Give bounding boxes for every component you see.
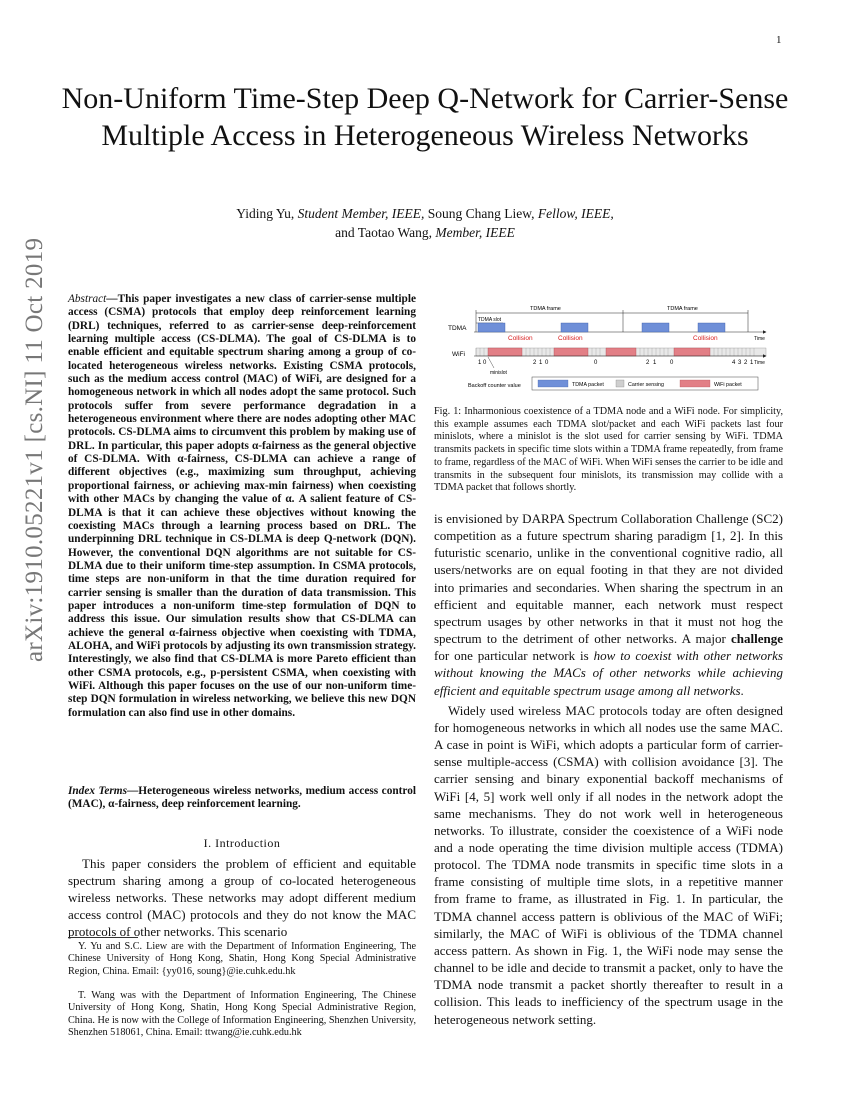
- backoff-value: 3: [738, 360, 742, 366]
- section-heading: I. Introduction: [203, 836, 281, 850]
- backoff-value: 1: [539, 360, 543, 366]
- body-text-right: [434, 510, 783, 1028]
- footnote-rule: [68, 937, 138, 938]
- abstract-label: Abstract: [68, 293, 107, 305]
- backoff-value: 0: [483, 360, 487, 366]
- wifi-packet: [554, 348, 588, 356]
- tdma-packet: [698, 323, 725, 332]
- wifi-timeline: [476, 348, 766, 356]
- index-terms: [68, 785, 416, 812]
- wifi-row-label: WiFi: [452, 351, 465, 358]
- legend-wifi-swatch: [680, 380, 710, 387]
- author-list: [100, 204, 750, 242]
- legend-carrier-swatch: [616, 380, 624, 387]
- abstract: [68, 293, 416, 720]
- collision-label: Collision: [693, 335, 718, 342]
- arxiv-stamp-text: arXiv:1910.05221v1 [cs.NI] 11 Oct 2019: [21, 237, 48, 662]
- backoff-legend-label: Backoff counter value: [468, 383, 521, 389]
- tdma-packet: [561, 323, 588, 332]
- paper-title: Non-Uniform Time-Step Deep Q-Network for Carrier-Sense Multiple Access in Heterogeneous Wireless Networks: [61, 82, 789, 152]
- backoff-values: [478, 360, 754, 366]
- collision-label: Collision: [558, 335, 583, 342]
- minislot-label: minislot: [490, 370, 507, 376]
- tdma-packet: [478, 323, 505, 332]
- tdma-packets: [478, 323, 725, 332]
- legend-tdma-swatch: [538, 380, 568, 387]
- legend-wifi-label: WiFi packet: [714, 382, 742, 388]
- tdma-frame-label: TDMA frame: [667, 306, 698, 312]
- backoff-value: 0: [594, 360, 598, 366]
- tdma-packet: [642, 323, 669, 332]
- backoff-value: 2: [533, 360, 537, 366]
- index-terms-label: Index Terms: [68, 785, 127, 797]
- wifi-packet: [488, 348, 522, 356]
- intro-paragraph: This paper considers the problem of efficient and equitable spectrum sharing among a group of co-located heterogeneous wireless networks. These networks may adopt different medium access control (MAC) protocols and they do not know the MAC protocols of other networks. This scenario: [68, 856, 416, 940]
- index-terms-text: —Heterogeneous wireless networks, medium access control (MAC), α-fairness, deep reinforcement learning.: [68, 785, 416, 811]
- wifi-packet: [606, 348, 636, 356]
- author-role: Student Member, IEEE,: [297, 206, 425, 221]
- body-text: .: [740, 682, 744, 698]
- body-paragraph: Widely used wireless MAC protocols today are often designed for homogeneous networks in which all nodes use the same MAC. A case in point is WiFi, which adopts a particular form of carrier-sense multiple-access (CSMA) with collision avoidance [3]. The carrier sensing and binary exponential backoff mechanisms of WiFi [4, 5] work well only if all nodes in the network adopt the same mechanisms. They do not work well in heterogeneous networks. To illustrate, consider the coexistence of a WiFi node and a node operating the time division multiple access (TDMA) protocol. The TDMA node transmits in specific time slots in a frame consisting of multiple time slots, in a repetitive manner from frame to frame, as illustrated in Fig. 1. In particular, the TDMA channel access pattern is oblivious of the MAC of WiFi; similarly, the MAC of WiFi is oblivious of the TDMA channel access pattern. As shown in Fig. 1, the WiFi node may sense the channel to be idle and decide to transmit a packet, only to have the TDMA node transmit a packet shortly thereafter to result in a collision. This leads to inefficiency of the spectrum usage in the heterogeneous network setting.: [434, 702, 783, 1027]
- backoff-value: 4: [732, 360, 736, 366]
- page-number: 1: [776, 34, 782, 46]
- body-text: is envisioned by DARPA Spectrum Collaboration Challenge (SC2) competition as a future spectrum sharing paradigm [1, 2]. In this futuristic scenario, unlike in the conventional cognitive radio, all users/networks are on equal footing in that they are not divided into primaries and secondaries. When sharing the spectrum in an efficient and equitable manner, each network must respect spectrum usages by other networks in that it must not hog the spectrum to the detriment of other networks. A major: [434, 511, 783, 647]
- author-role: Fellow, IEEE,: [537, 206, 614, 221]
- abstract-text: —This paper investigates a new class of carrier-sense multiple access (CSMA) protocols that employ deep reinforcement learning (DRL) techniques, referred to as carrier-sense deep-reinforcement learning multiple access (CS-DLMA). The goal of CS-DLMA is to enable efficient and equitable spectrum sharing among a group of co-located heterogeneous wireless networks. Existing CSMA protocols, such as the medium access control (MAC) of WiFi, are designed for a homogeneous network in which all nodes adopt the same protocol. Such protocols suffer from severe performance degradation in a heterogeneous environment where there are nodes adopting other MAC protocols. CS-DLMA aims to circumvent this problem by making use of DRL. In particular, this paper adopts α-fairness as the general objective of CS-DLMA. With α-fairness, CS-DLMA can achieve a range of different objectives (e.g., maximizing sum throughput, achieving proportional fairness, or achieving max-min fairness) when coexisting with other MACs by changing the value of α. A salient feature of CS-DLMA is that it can achieve these objectives without knowing the coexisting MACs through a learning process based on DRL. The underpinning DRL technique in CS-DLMA is deep Q-network (DQN). However, the conventional DQN algorithms are not suitable for CS-DLMA due to their uniform time-step assumption. In CSMA protocols, time steps are non-uniform in that the time duration required for carrier sensing is smaller than the duration of data transmission. This paper introduces a non-uniform time-step formulation of DQN to address this issue. Our simulation results show that CS-DLMA can achieve the general α-fairness objective when coexisting with TDMA, ALOHA, and WiFi protocols by adjusting its own transmission strategy. Interestingly, we also find that CS-DLMA is more Pareto efficient than other CSMA protocols, e.g., p-persistent CSMA, when coexisting with WiFi. Although this paper focuses on the use of our non-uniform time-step DQN formulation in wireless networking, we believe this new DQN formulation can also find use in other domains.: [68, 293, 416, 719]
- minislot-pointer: [488, 357, 494, 368]
- figure-1-diagram: [448, 302, 778, 398]
- author-role: Member, IEEE: [435, 225, 515, 240]
- backoff-value: 0: [545, 360, 549, 366]
- backoff-value: 2: [646, 360, 650, 366]
- figure-caption: Fig. 1: Inharmonious coexistence of a TDMA node and a WiFi node. For simplicity, this example assumes each TDMA slot/packet and each WiFi packets last four minislots, where a minislot is the slot used for carrier sensing by WiFi. TDMA transmits packets in specific time slots within a TDMA frame repeatedly, from frame to frame, regardless of the MAC of WiFi. When WiFi senses the carrier to be idle and transmits in the subsequent four minislots, its transmission may collide with a TDMA packet that follows shortly.: [434, 406, 783, 494]
- legend-carrier-label: Carrier sensing: [628, 382, 664, 388]
- author-name: Soung Chang Liew,: [424, 206, 538, 221]
- time-label: Time: [754, 336, 765, 342]
- backoff-value: 1: [750, 360, 754, 366]
- tdma-frame-label: TDMA frame: [530, 306, 561, 312]
- body-italic: how to coexist with other networks without knowing the MACs of other networks while achieving efficient and equitable spectrum usage among all networks: [434, 648, 783, 698]
- author-name: and Taotao Wang,: [335, 225, 436, 240]
- body-paragraph: [434, 510, 783, 699]
- tdma-row-label: TDMA: [448, 325, 467, 332]
- footnote-affiliation-2: T. Wang was with the Department of Information Engineering, The Chinese University of Hong Kong, Shatin, Hong Kong Special Administrative Region, China. He is now with the College of Information Engineering, Shenzhen University, Shenzhen 518061, China. Email: ttwang@ie.cuhk.edu.hk: [68, 990, 416, 1039]
- legend-tdma-label: TDMA packet: [572, 382, 604, 388]
- body-bold: challenge: [731, 631, 783, 647]
- collision-label: Collision: [508, 335, 533, 342]
- backoff-value: 1: [478, 360, 482, 366]
- figure-legend: [468, 377, 758, 390]
- footnote-affiliation-1: Y. Yu and S.C. Liew are with the Department of Information Engineering, The Chinese University of Hong Kong, Shatin, Hong Kong Special Administrative Region, China. Email: {yy016, soung}@ie.cuhk.edu.hk: [68, 941, 416, 977]
- author-name: Yiding Yu,: [236, 206, 298, 221]
- time-label: Time: [754, 360, 765, 366]
- backoff-value: 1: [653, 360, 657, 366]
- backoff-value: 2: [744, 360, 748, 366]
- backoff-value: 0: [670, 360, 674, 366]
- wifi-packet: [674, 348, 710, 356]
- body-text: for one particular network is: [434, 648, 594, 664]
- tdma-slot-label: TDMA slot: [478, 317, 502, 323]
